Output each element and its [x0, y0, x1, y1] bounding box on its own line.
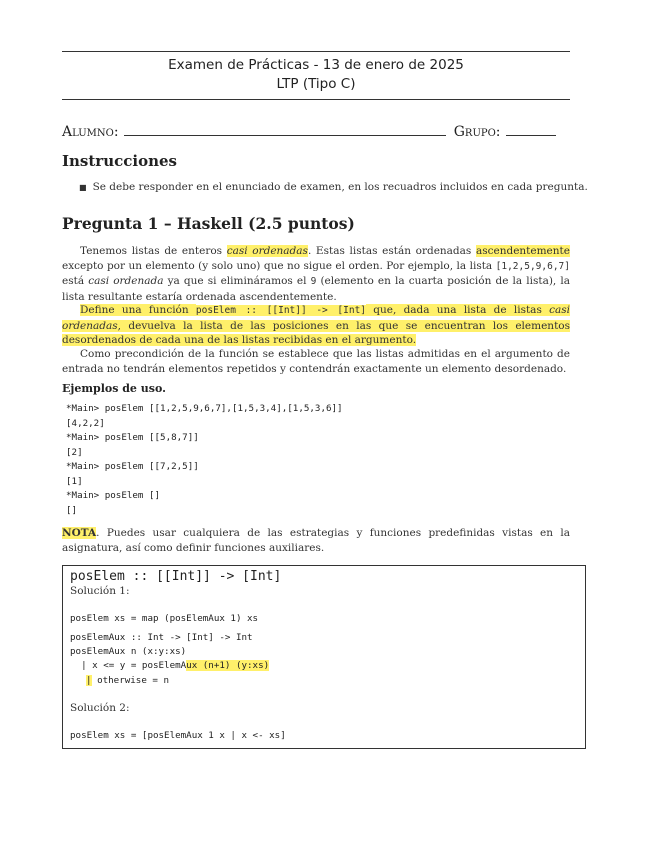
code-line: [86, 675, 169, 686]
code-line: posElemAux n (x:y:xs): [70, 646, 187, 657]
example-line: []: [66, 504, 78, 516]
bullet-icon: ■: [79, 183, 87, 192]
text-fragment: excepto por un elemento (y solo uno) que no sigue el orden. Por ejemplo, la lista: [62, 259, 496, 272]
alumno-label: Alumno:: [62, 124, 119, 140]
header-bottom-rule: [62, 99, 570, 100]
highlighted-term: ascendentemente: [475, 245, 570, 257]
text-fragment: está: [62, 275, 89, 288]
examples-heading: Ejemplos de uso.: [62, 382, 166, 395]
example-line: *Main> posElem []: [66, 490, 161, 501]
example-line: [4,2,2]: [66, 417, 105, 429]
nota-label: NOTA: [62, 527, 97, 539]
grupo-blank[interactable]: [506, 135, 556, 136]
inline-code: [1,2,5,9,6,7]: [495, 260, 570, 272]
code-line: posElem xs = [posElemAux 1 x | x <- xs]: [70, 730, 286, 741]
text-fragment: Tenemos listas de enteros: [80, 245, 227, 257]
inline-code: posElem :: [[Int]] -> [Int]: [195, 305, 367, 316]
text-fragment: que, dada una lista de listas: [366, 304, 550, 316]
example-line: [2]: [66, 446, 83, 458]
bullet-text: Se debe responder en el enunciado de examen, en los recuadros incluidos en cada pregunta.: [92, 181, 588, 193]
alumno-blank[interactable]: [124, 135, 446, 136]
answer-box[interactable]: [62, 565, 586, 749]
text-fragment: ya que si elimináramos el: [163, 275, 311, 288]
example-line: [1]: [66, 475, 83, 487]
code-line: [70, 660, 269, 671]
solution-2-label: Solución 2:: [70, 702, 130, 714]
text-fragment: , devuelva la lista de las posiciones en las que se encuentran los elementos desordenados de cada una de las listas recibidas en el argumento.: [62, 319, 570, 347]
code-fragment: | x <= y = posElemA: [70, 660, 187, 671]
instructions-bullet: [79, 181, 588, 193]
highlighted-term: casi ordenadas: [226, 245, 308, 257]
question-paragraph-2: [62, 303, 570, 348]
text-fragment: . Estas listas están ordenadas: [307, 245, 476, 257]
italic-term: casi ordenadas: [62, 304, 570, 332]
answer-signature: posElem :: [[Int]] -> [Int]: [70, 569, 282, 584]
italic-term: casi ordenada: [88, 275, 164, 288]
question-paragraph-1: [62, 244, 570, 304]
header-top-rule: [62, 51, 570, 52]
instructions-heading: Instrucciones: [62, 152, 177, 170]
exam-title: Examen de Prácticas - 13 de enero de 2025: [168, 57, 464, 73]
text-fragment: Define una función: [80, 304, 196, 316]
text-fragment: (elemento en la cuarta posición de la lista), la lista resultante estaría ordenada ascendentemente.: [62, 275, 570, 303]
nota-text: . Puedes usar cualquiera de las estrategias y funciones predefinidas vistas en la asignatura, así como definir funciones auxiliares.: [62, 527, 570, 554]
grupo-label: Grupo:: [453, 124, 501, 140]
example-line: *Main> posElem [[7,2,5]]: [66, 461, 199, 472]
exam-subtitle: LTP (Tipo C): [276, 76, 356, 92]
example-line: *Main> posElem [[1,2,5,9,6,7],[1,5,3,4],[1,5,3,6]]: [66, 403, 343, 414]
code-fragment-highlighted: ux (n+1) (y:xs): [186, 660, 270, 671]
question-paragraph-3: Como precondición de la función se establece que las listas admitidas en el argumento de entrada no tendrán elementos repetidos y contendrán exactamente un elemento desordenado.: [62, 348, 570, 375]
question-heading: Pregunta 1 – Haskell (2.5 puntos): [62, 214, 355, 233]
code-fragment-highlighted: |: [86, 675, 92, 686]
examples-block: [66, 402, 343, 518]
nota-paragraph: [62, 526, 570, 555]
example-line: *Main> posElem [[5,8,7]]: [66, 432, 199, 443]
solution-1-label: Solución 1:: [70, 585, 130, 597]
code-line: posElemAux :: Int -> [Int] -> Int: [70, 632, 253, 643]
student-info-line: [62, 121, 572, 140]
inline-code: 9: [310, 276, 317, 288]
code-fragment: otherwise = n: [91, 675, 169, 686]
code-line: posElem xs = map (posElemAux 1) xs: [70, 613, 259, 624]
